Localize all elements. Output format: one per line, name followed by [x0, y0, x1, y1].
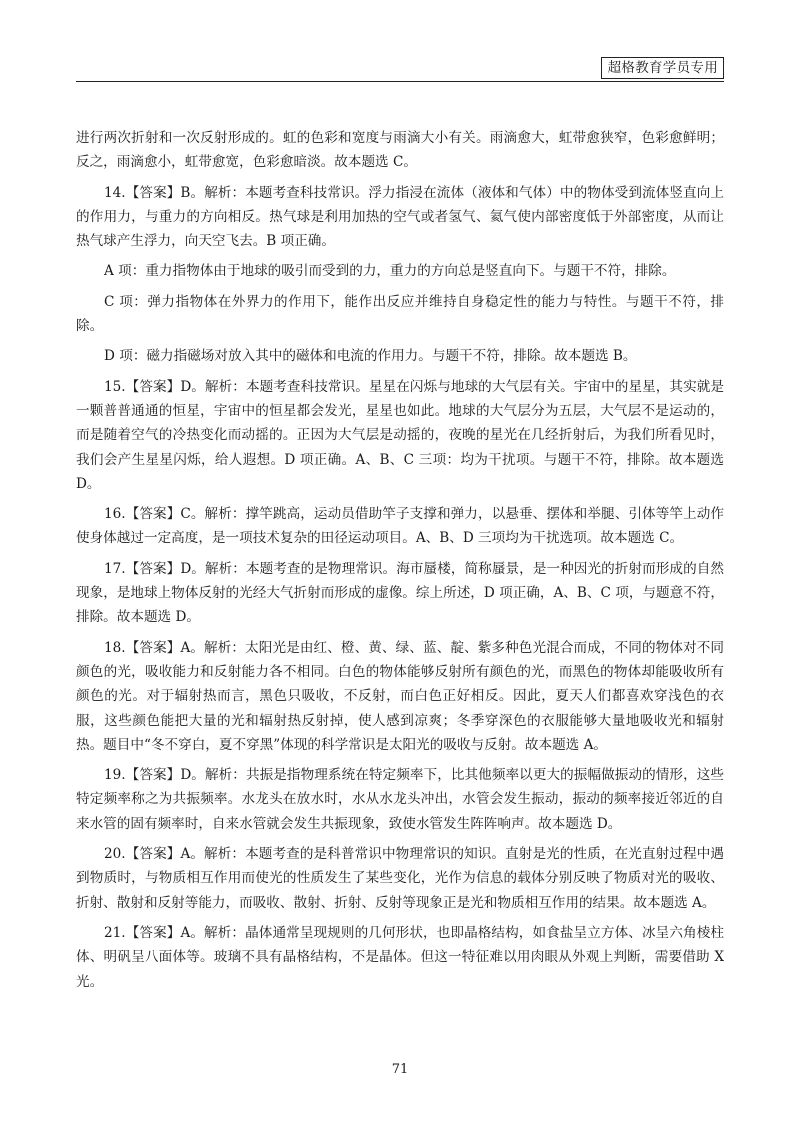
- answer-21: 21.【答案】A。解析：晶体通常呈现规则的几何形状，也即晶格结构，如食盐呈立方体、冰呈六角棱柱体、明矾呈八面体等。玻璃不具有晶格结构，不是晶体。但这一特征难以用肉眼从外观上判断，需要借助 X 光。: [76, 924, 724, 990]
- answer-14-option-d: D 项：磁力指磁场对放入其中的磁体和电流的作用力。与题干不符，排除。故本题选 B。: [104, 348, 637, 365]
- answer-14-option-c: C 项：弹力指物体在外界力的作用下，能作出反应并维持自身稳定性的能力与特性。与题干不符，排除。: [76, 293, 724, 335]
- answer-17: 17.【答案】D。解析：本题考查的是物理常识。海市蜃楼，简称蜃景，是一种因光的折射而形成的自然现象，是地球上物体反射的光经大气折射而形成的虚像。综上所述，D 项正确，A、B、C 项，与题意不符，排除。故本题选 D。: [76, 560, 724, 626]
- answer-14-option-a: A 项：重力指物体由于地球的吸引而受到的力，重力的方向总是竖直向下。与题干不符，排除。: [104, 263, 676, 280]
- answer-20: 20.【答案】A。解析：本题考查的是科普常识中物理常识的知识。直射是光的性质，在光直射过程中遇到物质时，与物质相互作用而使光的性质发生了某些变化，光作为信息的载体分别反映了物质对光的吸收、折射、散射和反射等能力，而吸收、散射、折射、反射等现象正是光和物质相互作用的结果。故本题选 A。: [76, 846, 724, 911]
- paragraph-continued: 进行两次折射和一次反射形成的。虹的色彩和宽度与雨滴大小有关。雨滴愈大，虹带愈狭窄，色彩愈鲜明；反之，雨滴愈小，虹带愈宽，色彩愈暗淡。故本题选 C。: [76, 130, 724, 171]
- answer-19: 19.【答案】D。解析：共振是指物理系统在特定频率下，比其他频率以更大的振幅做振动的情形，这些特定频率称之为共振频率。水龙头在放水时，水从水龙头冲出，水管会发生振动，振动的频率接近邻近的自来水管的固有频率时，自来水管就会发生共振现象，致使水管发生阵阵响声。故本题选 D。: [76, 767, 724, 832]
- header-badge: 超格教育学员专用: [601, 57, 724, 79]
- answer-18: 18.【答案】A。解析：太阳光是由红、橙、黄、绿、蓝、靛、紫多种色光混合而成，不同的物体对不同颜色的光，吸收能力和反射能力各不相同。白色的物体能够反射所有颜色的光，而黑色的物体却能吸收所有颜色的光。对于辐射热而言，黑色只吸收，不反射，而白色正好相反。因此，夏天人们都喜欢穿浅色的衣服，这些颜色能把大量的光和辐射热反射掉，使人感到凉爽；冬季穿深色的衣服能够大量地吸收光和辐射热。题目中“冬不穿白，夏不穿黑”体现的科学常识是太阳光的吸收与反射。故本题选 A。: [76, 639, 724, 753]
- answer-14: 14.【答案】B。解析：本题考查科技常识。浮力指浸在流体（液体和气体）中的物体受到流体竖直向上的作用力，与重力的方向相反。热气球是利用加热的空气或者氢气、氦气使内部密度低于外部密度，从而让热气球产生浮力，向天空飞去。B 项正确。: [76, 184, 724, 250]
- document-body: [76, 126, 724, 1000]
- answer-16: 16.【答案】C。解析：撑竿跳高，运动员借助竿子支撑和弹力，以悬垂、摆体和举腿、引体等竿上动作使身体越过一定高度，是一项技术复杂的田径运动项目。A、B、D 三项均为干扰选项。故本题选 C。: [76, 506, 724, 547]
- page-number: 71: [391, 1062, 409, 1077]
- answer-15: 15.【答案】D。解析：本题考查科技常识。星星在闪烁与地球的大气层有关。宇宙中的星星，其实就是一颗普普通通的恒星，宇宙中的恒星都会发光，星星也如此。地球的大气层分为五层，大气层不是运动的，而是随着空气的冷热变化而动摇的。正因为大气层是动摇的，夜晚的星光在几经折射后，为我们所看见时，我们会产生星星闪烁，给人遐想。D 项正确。A、B、C 三项：均为干扰项。与题干不符，排除。故本题选 D。: [76, 378, 724, 492]
- header-rule: [76, 81, 724, 82]
